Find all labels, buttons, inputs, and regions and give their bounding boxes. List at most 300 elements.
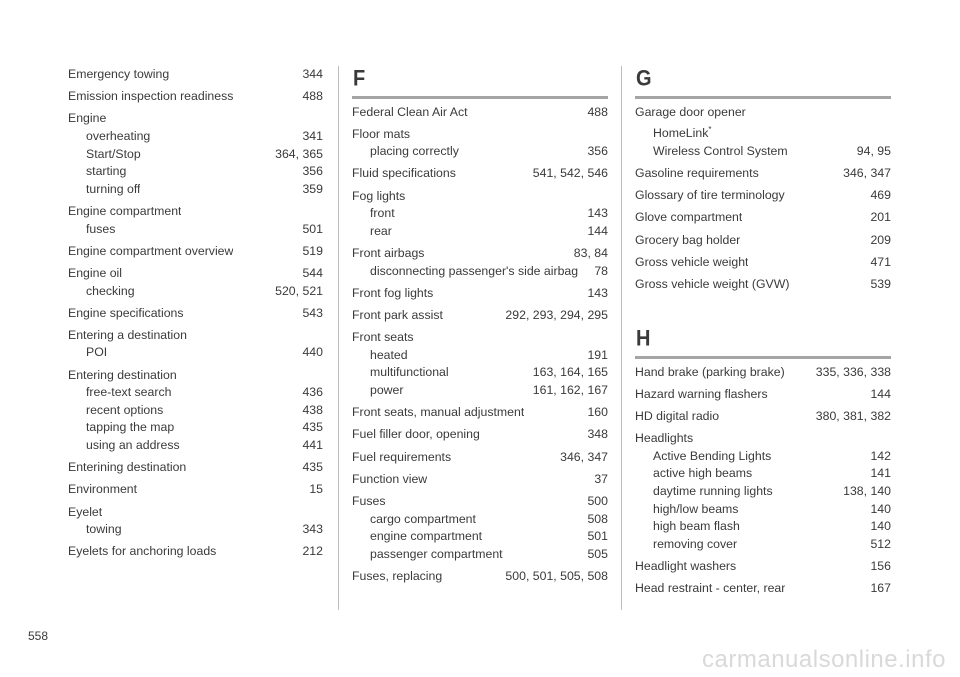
label-text: Fuel filler door, opening — [352, 427, 480, 442]
index-subentry — [68, 163, 323, 181]
page-reference: 541, 542, 546 — [532, 166, 608, 181]
index-entry — [635, 408, 891, 426]
index-subentry — [635, 121, 891, 143]
index-entry — [68, 327, 323, 345]
label-text: towing — [86, 522, 122, 537]
index-entry — [635, 254, 891, 272]
label-text: Headlight washers — [635, 558, 737, 573]
subentry-label — [370, 528, 482, 546]
index-subentry — [352, 223, 608, 241]
section-rule — [635, 356, 891, 359]
index-entry-group — [68, 243, 323, 261]
index-entry-group — [352, 165, 608, 183]
index-subentry — [635, 501, 891, 519]
index-entry-group — [68, 88, 323, 106]
index-subentry — [352, 143, 608, 161]
label-text: Environment — [68, 482, 138, 497]
page-reference: 191 — [587, 347, 608, 362]
subentry-label — [653, 465, 752, 483]
subentry-label — [86, 437, 180, 455]
page-reference: 436 — [302, 385, 323, 400]
subentry-label — [370, 511, 476, 529]
index-subentry — [635, 483, 891, 501]
index-entry — [635, 430, 891, 448]
page-reference: 488 — [302, 89, 323, 104]
index-entry — [635, 232, 891, 250]
label-text: Gross vehicle weight — [635, 254, 749, 269]
page-reference: 505 — [587, 546, 608, 561]
label-text: fuses — [86, 221, 116, 236]
page-reference: 143 — [587, 206, 608, 221]
index-entry-group — [352, 245, 608, 280]
label-text: turning off — [86, 181, 141, 196]
label-text: tapping the map — [86, 420, 175, 435]
page-reference: 348 — [587, 427, 608, 442]
label-text: power — [370, 382, 404, 397]
index-subentry — [68, 344, 323, 362]
index-subentry — [352, 347, 608, 365]
section-letter: G — [636, 66, 652, 92]
index-entry-group — [352, 188, 608, 241]
subentry-label — [653, 121, 712, 143]
index-entry — [635, 187, 891, 205]
index-entry-group — [352, 307, 608, 325]
label-text: Glove compartment — [635, 210, 743, 225]
index-entry — [352, 307, 608, 325]
label-text: Hand brake (parking brake) — [635, 364, 785, 379]
label-text: multifunctional — [370, 365, 449, 380]
index-entry-group — [635, 104, 891, 161]
subentry-label — [653, 483, 773, 501]
index-entry-group — [635, 364, 891, 382]
label-text: heated — [370, 347, 408, 362]
label-text: Function view — [352, 471, 428, 486]
index-subentry — [635, 448, 891, 466]
index-entry — [352, 329, 608, 347]
page-reference: 519 — [302, 243, 323, 258]
label-text: Engine oil — [68, 265, 123, 280]
index-entry — [352, 568, 608, 586]
subentry-label — [653, 448, 771, 466]
page-reference: 143 — [587, 285, 608, 300]
label-text: Eyelet — [68, 504, 103, 519]
index-entry — [635, 580, 891, 598]
label-text: high beam flash — [653, 519, 740, 534]
index-entry — [352, 245, 608, 263]
label-text: cargo compartment — [370, 511, 476, 526]
entry-label — [635, 209, 742, 227]
entry-label — [352, 568, 442, 586]
page-reference: 501 — [587, 529, 608, 544]
label-text: Front seats — [352, 330, 414, 345]
index-entry — [68, 66, 323, 84]
entry-label — [68, 481, 137, 499]
label-text: checking — [86, 283, 135, 298]
subentry-label — [86, 419, 174, 437]
subentry-label — [370, 223, 392, 241]
entry-label — [68, 504, 102, 522]
label-text: Floor mats — [352, 126, 411, 141]
label-text: Front seats, manual adjustment — [352, 405, 525, 420]
index-entry-group — [352, 285, 608, 303]
label-text: starting — [86, 164, 127, 179]
index-subentry — [68, 128, 323, 146]
entry-label — [635, 386, 768, 404]
subentry-label — [86, 521, 122, 539]
label-text: passenger compartment — [370, 546, 503, 561]
subentry-label — [86, 221, 115, 239]
entry-label — [352, 104, 468, 122]
entry-label — [68, 459, 186, 477]
index-subentry — [68, 384, 323, 402]
page-reference: 356 — [587, 144, 608, 159]
index-entry — [635, 209, 891, 227]
index-subentry — [68, 437, 323, 455]
label-text: Wireless Control System — [653, 143, 788, 158]
label-text: Front fog lights — [352, 285, 434, 300]
footnote-marker: * — [708, 125, 712, 135]
index-entry — [352, 404, 608, 422]
label-text: Garage door opener — [635, 104, 746, 119]
watermark: carmanualsonline.info — [702, 646, 946, 673]
index-subentry — [635, 518, 891, 536]
index-subentry — [68, 402, 323, 420]
label-text: removing cover — [653, 536, 738, 551]
page-reference: 543 — [302, 305, 323, 320]
entry-label — [68, 367, 177, 385]
entry-label — [635, 408, 719, 426]
index-entry — [352, 165, 608, 183]
page-reference: 209 — [870, 232, 891, 247]
label-text: Front airbags — [352, 246, 425, 261]
index-entry-group — [68, 110, 323, 198]
label-text: Fluid specifications — [352, 166, 456, 181]
label-text: Engine compartment — [68, 203, 182, 218]
page-reference: 83, 84 — [573, 246, 608, 261]
entry-label — [68, 88, 233, 106]
label-text: placing correctly — [370, 144, 459, 159]
index-subentry — [352, 382, 608, 400]
page-reference: 501 — [302, 221, 323, 236]
label-text: Active Bending Lights — [653, 448, 772, 463]
entry-label — [635, 430, 693, 448]
entry-label — [352, 307, 443, 325]
page-reference: 471 — [870, 254, 891, 269]
label-text: Gross vehicle weight (GVW) — [635, 276, 790, 291]
label-text: Engine specifications — [68, 305, 184, 320]
index-entry-group — [635, 209, 891, 227]
entry-label — [352, 493, 386, 511]
label-text: Start/Stop — [86, 146, 141, 161]
label-text: HD digital radio — [635, 408, 720, 423]
index-subentry — [352, 546, 608, 564]
index-entry-group — [68, 305, 323, 323]
page-reference: 488 — [587, 104, 608, 119]
page-reference: 160 — [587, 405, 608, 420]
index-entry — [352, 493, 608, 511]
label-text: Emergency towing — [68, 67, 170, 81]
index-entry-group — [352, 126, 608, 161]
index-entry — [635, 364, 891, 382]
index-subentry — [635, 143, 891, 161]
entry-label — [352, 165, 456, 183]
label-text: high/low beams — [653, 501, 739, 516]
entry-label — [352, 126, 410, 144]
entry-label — [68, 543, 216, 561]
index-entry — [352, 449, 608, 467]
subentry-label — [653, 536, 737, 554]
index-entry — [635, 165, 891, 183]
page-reference: 335, 336, 338 — [815, 364, 891, 379]
label-text: overheating — [86, 128, 151, 143]
index-entry — [68, 459, 323, 477]
label-text: disconnecting passenger's side airbag — [370, 263, 579, 278]
subentry-label — [86, 146, 141, 164]
page-reference: 346, 347 — [560, 449, 608, 464]
label-text: Fuel requirements — [352, 449, 452, 464]
subentry-label — [86, 283, 135, 301]
entry-label — [68, 327, 187, 345]
entry-label — [635, 187, 785, 205]
index-entry-group — [352, 568, 608, 586]
index-entry — [352, 285, 608, 303]
index-entry — [68, 265, 323, 283]
index-entry — [68, 203, 323, 221]
entry-label — [352, 449, 451, 467]
subentry-label — [370, 347, 408, 365]
index-entry-group — [68, 265, 323, 300]
section-rule — [352, 96, 608, 99]
page-reference: 346, 347 — [843, 165, 891, 180]
page-reference: 364, 365 — [275, 146, 323, 161]
entry-label — [352, 188, 405, 206]
index-entry — [352, 471, 608, 489]
subentry-label — [370, 143, 459, 161]
index-entry-group — [635, 558, 891, 576]
label-text: Enterining destination — [68, 460, 187, 475]
entry-label — [635, 580, 785, 598]
index-entry-group — [352, 449, 608, 467]
section-gap — [635, 298, 891, 326]
subentry-label — [86, 163, 126, 181]
label-text: Front park assist — [352, 308, 443, 322]
subentry-label — [653, 501, 738, 519]
index-entry — [352, 426, 608, 444]
page-reference: 359 — [302, 181, 323, 196]
page-reference: 156 — [870, 558, 891, 573]
index-subentry — [352, 511, 608, 529]
label-text: active high beams — [653, 466, 753, 481]
index-entry-group — [68, 481, 323, 499]
label-text: Grocery bag holder — [635, 232, 741, 247]
label-text: Hazard warning flashers — [635, 386, 768, 401]
index-entry-group — [352, 426, 608, 444]
index-subentry — [352, 528, 608, 546]
index-subentry — [352, 364, 608, 382]
entry-label — [635, 558, 736, 576]
subentry-label — [86, 344, 107, 362]
page-reference: 435 — [302, 460, 323, 475]
index-entry-group — [68, 327, 323, 362]
label-text: Fuses, replacing — [352, 568, 443, 583]
page-reference: 142 — [870, 448, 891, 463]
index-entry-group — [68, 203, 323, 238]
entry-label — [352, 285, 433, 303]
index-entry — [68, 110, 323, 128]
page-reference: 78 — [594, 263, 608, 278]
index-entry-group — [352, 104, 608, 122]
entry-label — [352, 471, 427, 489]
index-column-f — [352, 66, 608, 590]
index-entry-group — [635, 386, 891, 404]
index-subentry — [68, 521, 323, 539]
entry-label — [352, 404, 524, 422]
index-entry — [68, 367, 323, 385]
page-reference: 212 — [302, 544, 323, 559]
entry-label — [68, 265, 122, 283]
column-divider — [338, 66, 339, 610]
entry-label — [635, 254, 748, 272]
index-column-g-h — [635, 66, 891, 602]
page-reference: 343 — [302, 522, 323, 537]
label-text: Headlights — [635, 431, 694, 446]
page-reference: 512 — [870, 536, 891, 551]
index-entry — [352, 126, 608, 144]
page-reference: 140 — [870, 519, 891, 534]
label-text: engine compartment — [370, 529, 483, 544]
index-entry-group — [68, 459, 323, 477]
page-reference: 201 — [870, 210, 891, 225]
index-entry-group — [635, 408, 891, 426]
page-reference: 440 — [302, 345, 323, 360]
page-reference: 141 — [870, 466, 891, 481]
page-reference: 94, 95 — [856, 143, 891, 158]
index-subentry — [352, 263, 608, 281]
index-entry-group — [68, 367, 323, 455]
index-subentry — [352, 205, 608, 223]
entry-label — [635, 104, 746, 122]
index-entry-group — [352, 471, 608, 489]
label-text: Entering a destination — [68, 327, 187, 342]
index-entry — [635, 558, 891, 576]
entry-label — [68, 243, 233, 261]
subentry-label — [86, 402, 163, 420]
entry-label — [352, 329, 414, 347]
label-text: POI — [86, 345, 108, 360]
label-text: Federal Clean Air Act — [352, 104, 468, 119]
index-entry — [68, 243, 323, 261]
page-reference: 544 — [302, 265, 323, 280]
index-entry — [352, 188, 608, 206]
page-reference: 37 — [594, 471, 608, 486]
label-text: Fuses — [352, 493, 386, 508]
entry-label — [68, 66, 169, 84]
column-divider — [621, 66, 622, 610]
page-reference: 500 — [587, 493, 608, 508]
page-reference: 144 — [587, 223, 608, 238]
index-entry-group — [68, 543, 323, 561]
page-reference: 161, 162, 167 — [532, 382, 608, 397]
page-reference: 539 — [870, 276, 891, 291]
page-reference: 341 — [302, 128, 323, 143]
entry-label — [635, 165, 759, 183]
entry-label — [635, 276, 789, 294]
index-entry-group — [635, 187, 891, 205]
label-text: front — [370, 206, 395, 221]
label-text: daytime running lights — [653, 483, 773, 498]
subentry-label — [86, 128, 150, 146]
label-text: Fog lights — [352, 188, 406, 203]
page-reference: 138, 140 — [843, 483, 891, 498]
page-reference: 356 — [302, 164, 323, 179]
subentry-label — [370, 382, 404, 400]
page-reference: 508 — [587, 511, 608, 526]
index-entry — [68, 504, 323, 522]
index-entry-group — [635, 165, 891, 183]
label-text: Gasoline requirements — [635, 165, 759, 180]
index-entry-group — [352, 329, 608, 399]
entry-label — [635, 364, 785, 382]
subentry-label — [370, 205, 395, 223]
index-subentry — [68, 146, 323, 164]
index-column-e — [68, 66, 323, 566]
index-entry-group — [68, 504, 323, 539]
label-text: Engine — [68, 111, 107, 126]
entry-label — [352, 245, 424, 263]
index-entry — [68, 305, 323, 323]
index-entry-group — [635, 232, 891, 250]
label-text: using an address — [86, 438, 180, 453]
page-reference: 344 — [302, 67, 323, 81]
index-entry — [68, 88, 323, 106]
label-text: Engine compartment overview — [68, 243, 234, 258]
index-entry — [68, 481, 323, 499]
page-reference: 167 — [870, 581, 891, 596]
subentry-label — [86, 181, 140, 199]
label-text: Head restraint - center, rear — [635, 581, 786, 596]
index-entry-group — [635, 430, 891, 553]
index-subentry — [635, 465, 891, 483]
subentry-label — [370, 364, 449, 382]
index-entry-group — [635, 580, 891, 598]
index-entry — [635, 104, 891, 122]
index-entry-group — [635, 276, 891, 294]
section-letter: F — [353, 66, 366, 92]
index-subentry — [68, 283, 323, 301]
page-reference: 500, 501, 505, 508 — [505, 568, 608, 583]
subentry-label — [653, 518, 740, 536]
index-entry-group — [352, 493, 608, 563]
section-rule — [635, 96, 891, 99]
label-text: rear — [370, 223, 392, 238]
label-text: Glossary of tire terminology — [635, 188, 785, 203]
label-text: HomeLink — [653, 126, 709, 141]
index-subentry — [68, 419, 323, 437]
index-subentry — [68, 221, 323, 239]
index-entry-group — [635, 254, 891, 272]
page-reference: 441 — [302, 438, 323, 453]
index-subentry — [635, 536, 891, 554]
subentry-label — [86, 384, 171, 402]
entry-label — [68, 305, 184, 323]
section-letter: H — [636, 326, 651, 352]
subentry-label — [370, 263, 578, 281]
page-reference: 163, 164, 165 — [532, 365, 608, 380]
page-reference: 15 — [309, 482, 323, 497]
index-entry-group — [68, 66, 323, 84]
index-entry-group — [352, 404, 608, 422]
index-entry — [352, 104, 608, 122]
